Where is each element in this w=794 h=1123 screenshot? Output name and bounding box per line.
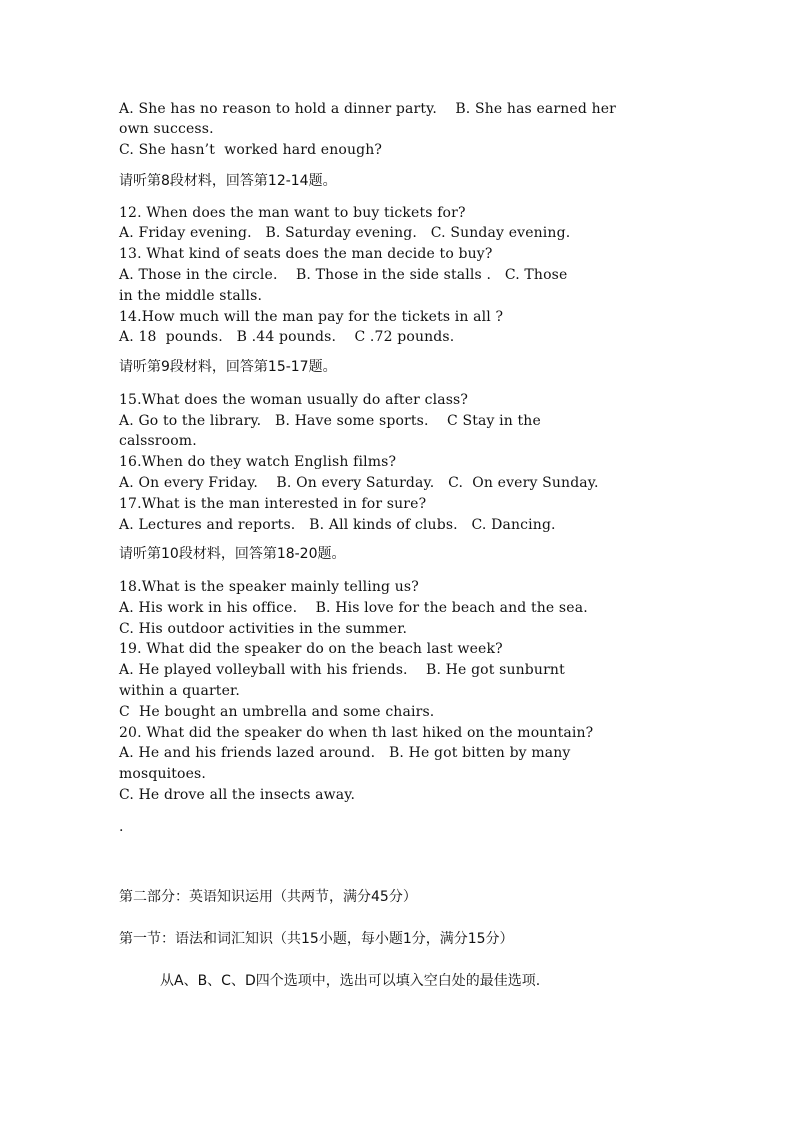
question-14: 14.How much will the man pay for the tickets in all ? xyxy=(119,309,504,325)
question-17: 17.What is the man interested in for sure? xyxy=(119,496,427,512)
question-20: 20. What did the speaker do when th last hiked on the mountain? xyxy=(119,725,594,741)
option-line: C. She hasn’t worked hard enough? xyxy=(119,142,383,158)
section-heading-10: 请听第10段材料，回答第18-20题。 xyxy=(119,546,346,562)
options-20-c: C. He drove all the insects away. xyxy=(119,787,356,803)
stray-period: . xyxy=(119,819,124,835)
question-13: 13. What kind of seats does the man decide to buy? xyxy=(119,246,493,262)
question-18: 18.What is the speaker mainly telling us? xyxy=(119,579,419,595)
options-15-cont: calssroom. xyxy=(119,433,197,449)
options-20: A. He and his friends lazed around. B. He got bitten by many xyxy=(119,745,571,761)
options-12: A. Friday evening. B. Saturday evening. C. Sunday evening. xyxy=(119,225,571,241)
part-two-heading: 第二部分：英语知识运用（共两节，满分45分） xyxy=(119,889,417,905)
options-19-cont: within a quarter. xyxy=(119,683,240,699)
section-heading-9: 请听第9段材料，回答第15-17题。 xyxy=(119,359,337,375)
options-18: A. His work in his office. B. His love for the beach and the sea. xyxy=(119,600,588,616)
options-19-c: C He bought an umbrella and some chairs. xyxy=(119,704,435,720)
options-16: A. On every Friday. B. On every Saturday. C. On every Sunday. xyxy=(119,475,599,491)
question-15: 15.What does the woman usually do after class? xyxy=(119,392,469,408)
options-13: A. Those in the circle. B. Those in the side stalls . C. Those xyxy=(119,267,568,283)
question-16: 16.When do they watch English films? xyxy=(119,454,397,470)
section-heading-8: 请听第8段材料，回答第12-14题。 xyxy=(119,173,337,189)
options-19: A. He played volleyball with his friends. B. He got sunburnt xyxy=(119,662,565,678)
options-20-cont: mosquitoes. xyxy=(119,766,206,782)
section-one-heading: 第一节：语法和词汇知识（共15小题，每小题1分，满分15分） xyxy=(119,931,514,947)
options-14: A. 18 pounds. B .44 pounds. C .72 pounds. xyxy=(119,329,455,345)
options-18-cont: C. His outdoor activities in the summer. xyxy=(119,621,408,637)
question-19: 19. What did the speaker do on the beach last week? xyxy=(119,641,503,657)
options-17: A. Lectures and reports. B. All kinds of clubs. C. Dancing. xyxy=(119,517,556,533)
options-13-cont: in the middle stalls. xyxy=(119,288,263,304)
option-line: A. She has no reason to hold a dinner party. B. She has earned her xyxy=(119,101,617,117)
question-12: 12. When does the man want to buy tickets for? xyxy=(119,205,466,221)
options-15: A. Go to the library. B. Have some sports. C Stay in the xyxy=(119,413,541,429)
option-line: own success. xyxy=(119,121,214,137)
instruction-text: 从A、B、C、D四个选项中，选出可以填入空白处的最佳选项. xyxy=(160,973,541,989)
